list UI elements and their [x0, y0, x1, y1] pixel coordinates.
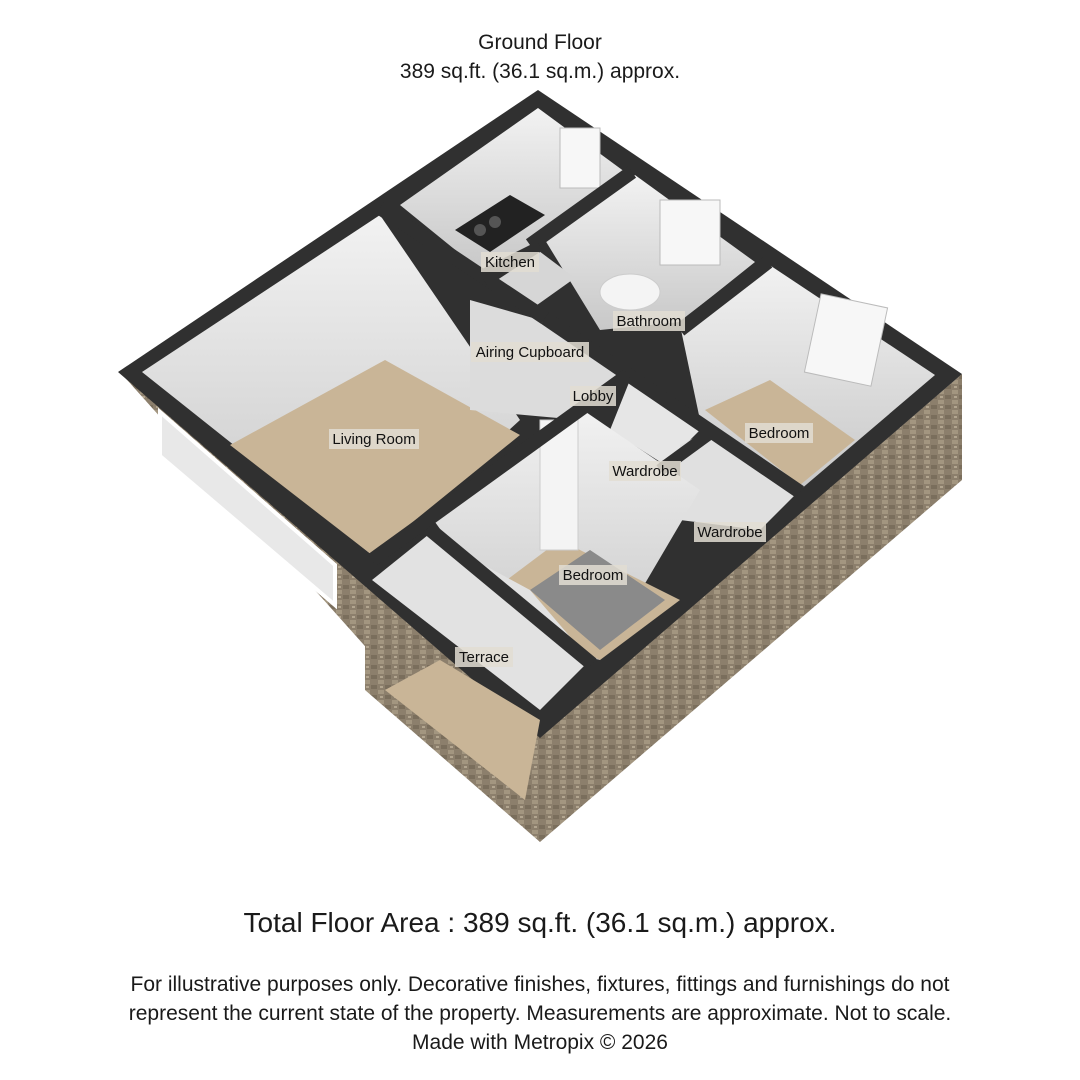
- bathroom-window: [660, 200, 720, 265]
- svg-text:Bedroom: Bedroom: [562, 567, 624, 584]
- room-label-kitchen: [481, 252, 539, 272]
- bathtub: [600, 274, 660, 310]
- copyright-line: Made with Metropix © 2026: [412, 1031, 668, 1054]
- svg-text:Living Room: Living Room: [332, 431, 416, 448]
- disclaimer-line: represent the current state of the property. Measurements are approximate. Not to scale.: [128, 1002, 952, 1025]
- floor-title: Ground Floor: [478, 31, 602, 54]
- room-label-bedroom-right: [745, 423, 813, 443]
- room-label-terrace: [455, 647, 513, 667]
- kitchen-window: [560, 128, 600, 188]
- floor-area: 389 sq.ft. (36.1 sq.m.) approx.: [399, 60, 681, 83]
- room-label-living-room: [329, 429, 419, 449]
- svg-text:Kitchen: Kitchen: [484, 254, 536, 271]
- disclaimer-line: For illustrative purposes only. Decorative finishes, fixtures, fittings and furnishings do not: [130, 973, 950, 996]
- svg-text:Wardrobe: Wardrobe: [697, 524, 763, 541]
- hob-ring: [474, 224, 486, 236]
- hob-ring: [489, 216, 501, 228]
- svg-text:Airing Cupboard: Airing Cupboard: [475, 344, 585, 361]
- room-label-wardrobe-upper: [609, 461, 681, 481]
- room-label-bathroom: [613, 311, 685, 331]
- svg-text:Wardrobe: Wardrobe: [612, 463, 678, 480]
- svg-text:Terrace: Terrace: [458, 649, 510, 666]
- room-label-bedroom-lower: [559, 565, 627, 585]
- room-label-wardrobe-lower: [694, 522, 766, 542]
- room-label-airing-cupboard: [471, 342, 589, 362]
- svg-text:Lobby: Lobby: [572, 388, 614, 405]
- total-floor-area: Total Floor Area : 389 sq.ft. (36.1 sq.m.) approx.: [243, 907, 837, 938]
- disclaimer: [0, 970, 1080, 1057]
- svg-text:Bathroom: Bathroom: [616, 313, 682, 330]
- svg-text:Bedroom: Bedroom: [748, 425, 810, 442]
- room-label-lobby: [570, 386, 616, 406]
